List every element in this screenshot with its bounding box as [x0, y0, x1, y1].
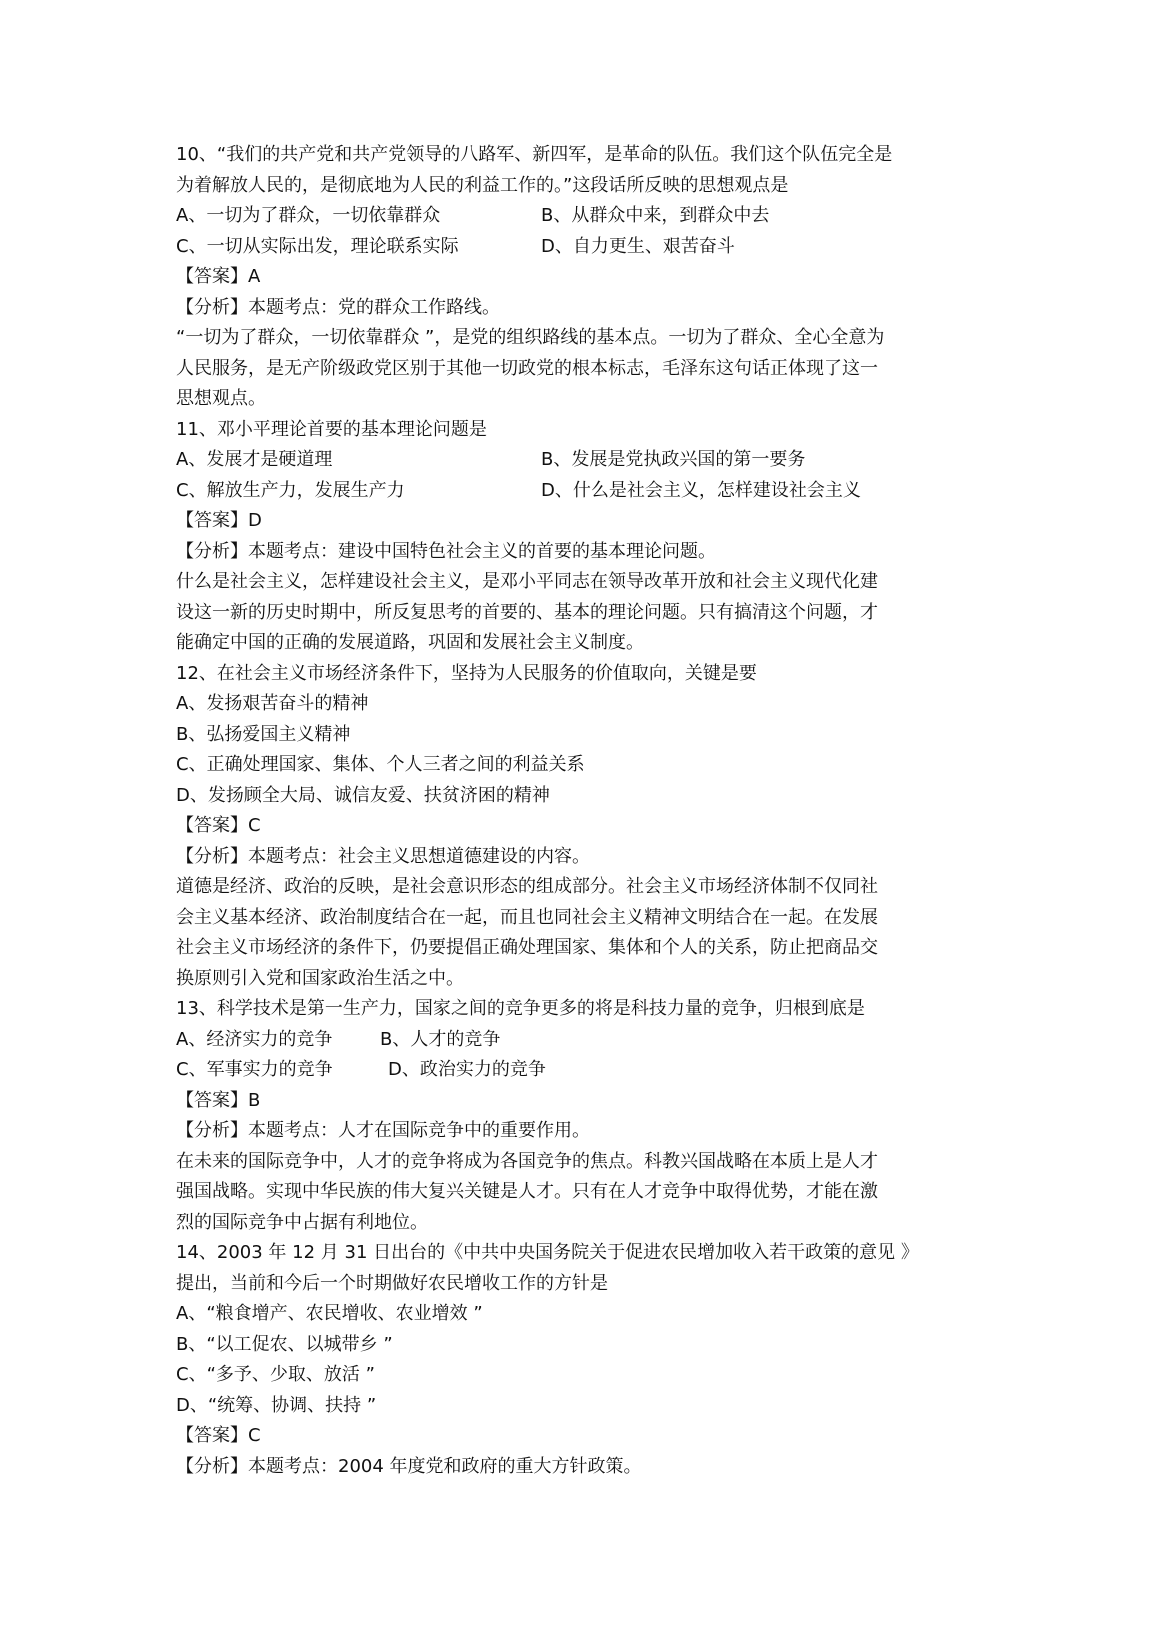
answer-line: 【答案】D	[176, 510, 262, 531]
option-b: B、从群众中来，到群众中去	[541, 205, 770, 226]
option-a: A、一切为了群众，一切依靠群众	[176, 205, 441, 226]
question-10	[176, 140, 996, 415]
option-row	[176, 1055, 996, 1086]
question-stem: 12、在社会主义市场经济条件下，坚持为人民服务的价值取向，关键是要	[176, 662, 757, 684]
option-a: A、“粮食增产、农民增收、农业增效 ”	[176, 1303, 483, 1324]
option-row	[176, 201, 996, 232]
analysis-text: 思想观点。	[176, 388, 266, 409]
question-13	[176, 994, 996, 1238]
analysis-text: 烈的国际竞争中占据有利地位。	[176, 1211, 428, 1233]
question-14	[176, 1238, 996, 1482]
option-d: D、自力更生、艰苦奋斗	[541, 235, 735, 257]
analysis-text: 设这一新的历史时期中，所反复思考的首要的、基本的理论问题。只有搞清这个问题，才	[176, 601, 878, 623]
analysis-text: 什么是社会主义，怎样建设社会主义，是邓小平同志在领导改革开放和社会主义现代化建	[176, 571, 878, 592]
question-stem: 为着解放人民的，是彻底地为人民的利益工作的。”这段话所反映的思想观点是	[176, 174, 789, 196]
analysis-text: 会主义基本经济、政治制度结合在一起，而且也同社会主义精神文明结合在一起。在发展	[176, 906, 878, 928]
analysis-text: 强国战略。实现中华民族的伟大复兴关键是人才。只有在人才竞争中取得优势，才能在激	[176, 1181, 878, 1202]
question-stem: 13、科学技术是第一生产力，国家之间的竞争更多的将是科技力量的竞争，归根到底是	[176, 998, 865, 1019]
answer-line: 【答案】B	[176, 1089, 261, 1111]
option-d: D、“统筹、协调、扶持 ”	[176, 1394, 377, 1416]
analysis-text: 能确定中国的正确的发展道路，巩固和发展社会主义制度。	[176, 632, 644, 653]
answer-line: 【答案】A	[176, 266, 261, 287]
option-b: B、发展是党执政兴国的第一要务	[541, 449, 806, 470]
question-stem: 11、邓小平理论首要的基本理论问题是	[176, 418, 487, 440]
option-d: D、政治实力的竞争	[388, 1059, 546, 1080]
option-row	[176, 445, 996, 476]
analysis-text: 道德是经济、政治的反映，是社会意识形态的组成部分。社会主义市场经济体制不仅同社	[176, 876, 878, 897]
option-c: C、军事实力的竞争	[176, 1059, 333, 1080]
option-b: B、“以工促农、以城带乡 ”	[176, 1333, 393, 1355]
analysis-text: 换原则引入党和国家政治生活之中。	[176, 967, 464, 989]
option-b: B、人才的竞争	[380, 1028, 501, 1050]
question-stem: 10、“我们的共产党和共产党领导的八路军、新四军，是革命的队伍。我们这个队伍完全是	[176, 144, 893, 165]
option-a: A、发展才是硬道理	[176, 449, 333, 470]
analysis-text: 社会主义市场经济的条件下，仍要提倡正确处理国家、集体和个人的关系，防止把商品交	[176, 937, 878, 958]
analysis-text: 人民服务，是无产阶级政党区别于其他一切政党的根本标志，毛泽东这句话正体现了这一	[176, 357, 878, 379]
option-row	[176, 232, 996, 263]
option-d: D、发扬顾全大局、诚信友爱、扶贫济困的精神	[176, 784, 550, 806]
option-c: C、解放生产力，发展生产力	[176, 479, 405, 501]
option-a: A、发扬艰苦奋斗的精神	[176, 693, 369, 714]
answer-line: 【答案】C	[176, 815, 261, 836]
option-b: B、弘扬爱国主义精神	[176, 723, 351, 745]
analysis-heading: 【分析】本题考点：2004 年度党和政府的重大方针政策。	[176, 1455, 642, 1477]
question-12	[176, 659, 996, 995]
question-stem: 14、2003 年 12 月 31 日出台的《中共中央国务院关于促进农民增加收入若干政策的意见 》	[176, 1242, 919, 1263]
option-c: C、一切从实际出发，理论联系实际	[176, 235, 459, 257]
analysis-heading: 【分析】本题考点：人才在国际竞争中的重要作用。	[176, 1120, 590, 1141]
analysis-text: 在未来的国际竞争中，人才的竞争将成为各国竞争的焦点。科教兴国战略在本质上是人才	[176, 1150, 878, 1172]
question-stem: 提出，当前和今后一个时期做好农民增收工作的方针是	[176, 1272, 608, 1294]
analysis-heading: 【分析】本题考点：建设中国特色社会主义的首要的基本理论问题。	[176, 540, 716, 562]
option-d: D、什么是社会主义，怎样建设社会主义	[541, 479, 861, 501]
option-row	[176, 1025, 996, 1056]
analysis-heading: 【分析】本题考点：社会主义思想道德建设的内容。	[176, 845, 590, 867]
answer-line: 【答案】C	[176, 1425, 261, 1446]
option-row	[176, 476, 996, 507]
analysis-text: “一切为了群众，一切依靠群众 ”，是党的组织路线的基本点。一切为了群众、全心全意为	[176, 327, 885, 348]
question-11	[176, 415, 996, 659]
option-c: C、“多予、少取、放活 ”	[176, 1364, 375, 1385]
option-c: C、正确处理国家、集体、个人三者之间的利益关系	[176, 754, 585, 775]
document-page	[176, 140, 996, 1482]
analysis-heading: 【分析】本题考点：党的群众工作路线。	[176, 296, 500, 318]
option-a: A、经济实力的竞争	[176, 1028, 333, 1050]
